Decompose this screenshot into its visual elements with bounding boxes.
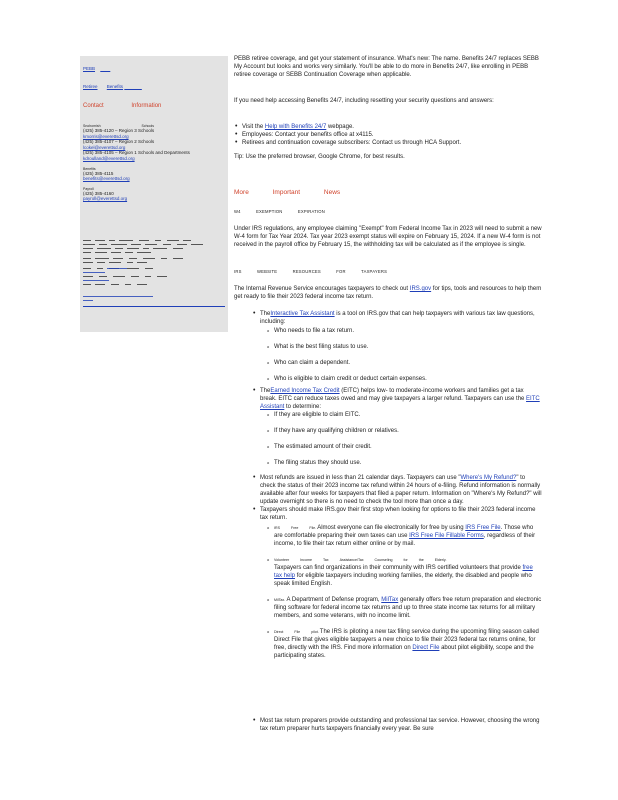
sidebar-link-retiree[interactable]	[83, 84, 142, 90]
contact-region: Region 1 Schools and Departments	[118, 150, 190, 156]
fine-mark	[161, 258, 167, 259]
w4-paragraph	[234, 225, 542, 249]
intro-paragraph	[234, 55, 542, 79]
fine-mark	[97, 248, 111, 249]
miltax-text: generally offers free return preparation and electronic filing software for federal income tax returns and up to three state income tax returns for all military members, and some veterans, with no income limit.	[274, 597, 542, 619]
w4-heading	[234, 208, 542, 216]
contact-information-title	[83, 104, 161, 110]
list-item	[260, 474, 542, 506]
fine-mark	[95, 284, 105, 285]
heading-word: EXEMPTION	[256, 209, 283, 214]
contact-region: Region 2 Schools	[118, 139, 155, 145]
contact-phone-region: (425) 385-4105 – Region 1 Schools and Departments	[83, 150, 190, 156]
fine-mark	[113, 276, 125, 277]
fine-mark	[137, 262, 147, 263]
contact-phone: (425) 385-4107	[83, 139, 114, 145]
direct-file-text: about pilot eligibility, scope and the participating states.	[274, 645, 534, 659]
preparers-text: Most tax return preparers provide outstanding and professional tax service. However, choosing the wrong tax return preparer hurts taxpayers financially every year. Be sure	[260, 718, 540, 732]
ita-block	[234, 310, 542, 383]
fine-mark	[109, 240, 115, 241]
item-head-word: Elderly.	[434, 558, 447, 562]
fine-mark	[143, 248, 149, 249]
direct-file-text: The IRS is piloting a new tax filing service during the upcoming filing season called Direct File that gives eligible taxpayers a new choice to file their 2023 federal tax returns online, for free, directly with the IRS. Find more information on	[274, 629, 539, 651]
eitc-item: If they have any qualifying children or relatives.	[274, 428, 399, 434]
sidebar-link-label[interactable]: Retiree	[83, 84, 98, 89]
item-head-word: File	[294, 630, 301, 634]
fine-mark	[109, 262, 121, 263]
sidebar-link-label[interactable]: PEBB	[83, 66, 96, 71]
list-item	[274, 411, 542, 419]
fine-mark	[97, 262, 105, 263]
sidebar-fine-print	[83, 239, 225, 306]
list-item	[274, 375, 542, 383]
item-head-word: File.	[309, 526, 317, 530]
fine-mark	[83, 240, 91, 241]
heading-word: W4	[234, 209, 241, 214]
item-head-word: the	[418, 558, 424, 562]
fine-link-mark	[83, 272, 105, 273]
fine-mark	[183, 240, 191, 241]
fine-mark	[127, 248, 139, 249]
item-head-word: Counseling	[374, 558, 393, 562]
refunds-block	[234, 474, 542, 660]
contact-title-word: Information	[131, 103, 162, 109]
list-item	[274, 596, 542, 620]
help-paragraph	[234, 97, 542, 105]
benefits-email-link[interactable]: benefits@everettsd.org	[83, 176, 130, 182]
fine-mark	[131, 244, 141, 245]
fine-mark	[157, 276, 167, 277]
bullet-text: Employees: Contact your benefits office at x4115.	[242, 132, 374, 138]
eitc-text: The	[260, 388, 271, 394]
fine-mark	[139, 240, 149, 241]
eitc-text: (EITC) helps low- to moderate-income workers and families get a tax break. EITC can reduce taxes owed and may give taxpayers a larger refund. Taxpayers can use the	[260, 388, 525, 402]
bullet-text: Retirees and continuation coverage subscribers: Contact us through HCA Support.	[242, 140, 462, 146]
fine-mark	[113, 258, 123, 259]
item-head-word: pilot.	[311, 630, 319, 634]
fine-mark	[95, 258, 109, 259]
first-stop-text: Taxpayers should make IRS.gov their first stop when looking for options to file their 2023 federal income tax return.	[260, 507, 536, 521]
fine-mark	[125, 252, 133, 253]
item-head-word: Income	[300, 558, 312, 562]
ita-text: The	[260, 311, 271, 317]
vita-text: Taxpayers can find organizations in their community with IRS certified volunteers that provide	[274, 565, 521, 571]
fine-mark	[125, 284, 131, 285]
item-head-word: IRS	[274, 526, 280, 530]
contact-phone-region: (425) 385-4107 – Region 2 Schools	[83, 139, 155, 145]
w4-text: Under IRS regulations, any employee claiming "Exempt" from Federal Income Tax in 2023 will need to submit a new W-4 form for Tax Year 2024. Tax year 2023 exempt status will expire on February 15, 2024. If a new W-4 form is not received in the payroll office by February 15, the withholding tax will be calculated as if the employee is single.	[234, 226, 542, 248]
tip-text: Tip: Use the preferred browser, Google Chrome, for best results.	[234, 154, 405, 160]
item-head-word: Direct	[274, 630, 284, 634]
fine-link-mark	[107, 268, 127, 269]
fine-mark	[83, 276, 93, 277]
item-head-word: for	[403, 558, 408, 562]
sidebar-link-label[interactable]: Benefits	[106, 84, 124, 89]
fine-mark	[119, 240, 133, 241]
refunds-text: " to check the status of their 2023 income tax refund within 24 hours of e-filing. Refund information is normally available after four weeks for taxpayers that filed a paper return. Information on "Where's My Refund?" will update overnight so there is no need to check the tool more than once a day.	[260, 475, 542, 505]
list-item	[274, 343, 542, 351]
list-item	[274, 556, 542, 588]
interactive-tax-assistant-link[interactable]: Interactive Tax Assistant	[270, 311, 335, 317]
fine-mark	[99, 244, 107, 245]
title-word: More	[234, 189, 249, 196]
fine-mark	[155, 240, 161, 241]
payroll-label: Payroll	[83, 186, 94, 191]
irs-gov-link[interactable]: IRS.gov	[409, 286, 432, 292]
fine-mark	[83, 244, 95, 245]
contact-detail: Schools	[141, 124, 154, 128]
ita-text: is a tool on IRS.gov that can help taxpayers with various tax law questions, including:	[260, 311, 535, 325]
heading-word: TAXPAYERS	[361, 269, 388, 274]
item-head-word: Free	[291, 526, 299, 530]
list-item	[260, 506, 542, 522]
heading-word: FOR	[336, 269, 346, 274]
benefits-label: Benefits	[83, 166, 96, 171]
fine-mark	[111, 244, 127, 245]
list-item	[242, 123, 542, 131]
direct-file-link[interactable]: Direct File	[412, 645, 440, 651]
list-item	[274, 359, 542, 367]
fine-mark	[99, 276, 107, 277]
irs-text: The Internal Revenue Service encourages taxpayers to check out	[234, 286, 409, 292]
list-item	[274, 443, 542, 451]
fine-mark	[167, 240, 179, 241]
fine-mark	[137, 252, 151, 253]
sidebar-link-pebb[interactable]	[83, 66, 110, 72]
benefits-phone: (425) 385-4115	[83, 170, 114, 176]
list-item	[260, 310, 542, 326]
help-benefits-link[interactable]: Help with Benefits 24/7	[264, 124, 327, 130]
sidebar	[80, 56, 228, 332]
fine-mark	[95, 240, 105, 241]
eitc-item: The filing status they should use.	[274, 460, 362, 466]
miltax-link[interactable]: MilTax	[381, 597, 399, 603]
fine-mark	[111, 252, 121, 253]
fine-mark	[173, 258, 183, 259]
fine-mark	[145, 276, 151, 277]
wheres-my-refund-link[interactable]: Where's My Refund?	[460, 475, 517, 481]
preparers-block	[234, 717, 542, 733]
fine-mark	[191, 244, 203, 245]
fine-mark	[173, 248, 183, 249]
fine-print-lines	[83, 239, 225, 305]
fine-mark	[153, 248, 167, 249]
fine-link-mark	[83, 280, 109, 281]
fine-mark	[127, 262, 133, 263]
item-head-word: MilTax.	[274, 598, 286, 602]
ita-item: What is the best filing status to use.	[274, 344, 369, 350]
help-text: If you need help accessing Benefits 24/7, including resetting your security questions and answers:	[234, 98, 494, 104]
fine-mark	[115, 248, 123, 249]
list-item	[260, 387, 542, 411]
eitc-item: If they are eligible to claim EITC.	[274, 412, 361, 418]
item-head-word: Assistance/Tax	[339, 558, 364, 562]
payroll-email-link[interactable]: payroll@everettsd.org	[83, 196, 128, 202]
title-word: News	[323, 189, 341, 196]
contact-email-link[interactable]: kdroulland@everettsd.org	[83, 155, 135, 161]
fine-mark	[145, 244, 157, 245]
fine-mark	[137, 284, 147, 285]
fine-mark	[131, 276, 139, 277]
heading-word: RESOURCES	[292, 269, 321, 274]
tip-line	[234, 153, 542, 161]
eitc-item: The estimated amount of their credit.	[274, 444, 372, 450]
free-tax-help-link[interactable]: free tax help	[274, 565, 533, 579]
contact-email-link[interactable]: lcokel@everettsd.org	[83, 144, 126, 150]
irs-text: for tips, tools and resources to help them get ready to file their 2023 federal income tax return.	[234, 286, 542, 300]
list-item	[260, 717, 542, 733]
list-item	[242, 131, 542, 139]
fine-mark	[83, 248, 93, 249]
list-item	[274, 524, 542, 548]
list-item	[274, 628, 542, 660]
fine-mark	[143, 258, 155, 259]
eitc-assistant-link[interactable]: EITC Assistant	[260, 396, 540, 410]
fine-mark	[95, 252, 107, 253]
fine-link-mark	[83, 296, 153, 297]
fine-mark	[83, 252, 91, 253]
eitc-text: to determine:	[286, 404, 322, 410]
eitc-block	[234, 387, 542, 467]
contact-phone-region: (425) 385-4120 – Region 3 Schools	[83, 128, 155, 133]
fine-mark	[83, 262, 93, 263]
fine-mark	[111, 284, 119, 285]
vita-text: for eligible taxpayers including working families, the elderly, the disabled and people who speak limited English.	[274, 573, 532, 587]
contact-list	[83, 124, 225, 202]
fine-mark	[127, 268, 139, 269]
list-item	[242, 139, 542, 147]
item-head-word: Volunteer	[274, 558, 290, 562]
contact-phone: (425) 385-4105	[83, 150, 114, 156]
item-head-word: Tax	[322, 558, 329, 562]
fine-mark	[177, 244, 187, 245]
contact-phone: (425) 385-4120	[83, 128, 114, 133]
sidebar-bottom-rule	[83, 306, 225, 307]
fine-mark	[83, 258, 91, 259]
fine-mark	[145, 268, 153, 269]
list-item	[274, 427, 542, 435]
ita-item: Who is eligible to claim credit or deduct certain expenses.	[274, 376, 427, 382]
intro-text: PEBB retiree coverage, and get your statement of insurance. What's new: The name. Benefits 24/7 replaces SEBB My Account but looks and works very similarly. You'll be able to do more in Benefits 24/7, like enrolling in PEBB retiree coverage or SEBB Continuation Coverage when applicable.	[234, 56, 539, 78]
refunds-text: Most refunds are issued in less than 21 calendar days. Taxpayers can use "	[260, 475, 461, 481]
irs-heading	[234, 268, 542, 276]
heading-word: WEBSITE	[256, 269, 278, 274]
fine-mark	[129, 258, 137, 259]
more-news-title	[234, 189, 542, 197]
ita-item: Who needs to file a tax return.	[274, 328, 355, 334]
heading-word: IRS	[234, 269, 242, 274]
fine-mark	[83, 268, 91, 269]
contact-region: Region 3 Schools	[118, 128, 155, 133]
list-item	[274, 459, 542, 467]
bullet-text: webpage.	[327, 124, 354, 130]
irs-free-file-link[interactable]: IRS Free File	[465, 525, 501, 531]
ita-item: Who can claim a dependent.	[274, 360, 351, 366]
fine-mark	[83, 284, 91, 285]
contact-label: Snohomish	[83, 124, 101, 128]
payroll-phone: (425) 385-4160	[83, 190, 114, 196]
contact-email-link[interactable]: kmorris@everettsd.org	[83, 133, 129, 139]
irs-free-file-fillable-forms-link[interactable]: IRS Free File Fillable Forms	[409, 533, 484, 539]
title-word: Important	[272, 189, 301, 196]
bullet-text: Visit the	[242, 124, 264, 130]
free-file-text: , regardless of their income, to file their tax return either online or by mail.	[274, 533, 536, 547]
fine-mark	[163, 244, 171, 245]
help-bullets	[234, 123, 542, 147]
fine-mark	[97, 268, 103, 269]
fine-link-mark	[83, 300, 93, 301]
contact-title-word: Contact	[83, 103, 104, 109]
free-file-text: . Those who are comfortable preparing their own taxes can use	[274, 525, 534, 539]
heading-word: EXPIRATION	[297, 209, 325, 214]
free-file-text: Almost everyone can file electronically for free by using	[317, 525, 464, 531]
list-item	[274, 327, 542, 335]
miltax-text: A Department of Defense program,	[286, 597, 380, 603]
eitc-link[interactable]: Earned Income Tax Credit	[270, 388, 340, 394]
irs-paragraph	[234, 285, 542, 301]
